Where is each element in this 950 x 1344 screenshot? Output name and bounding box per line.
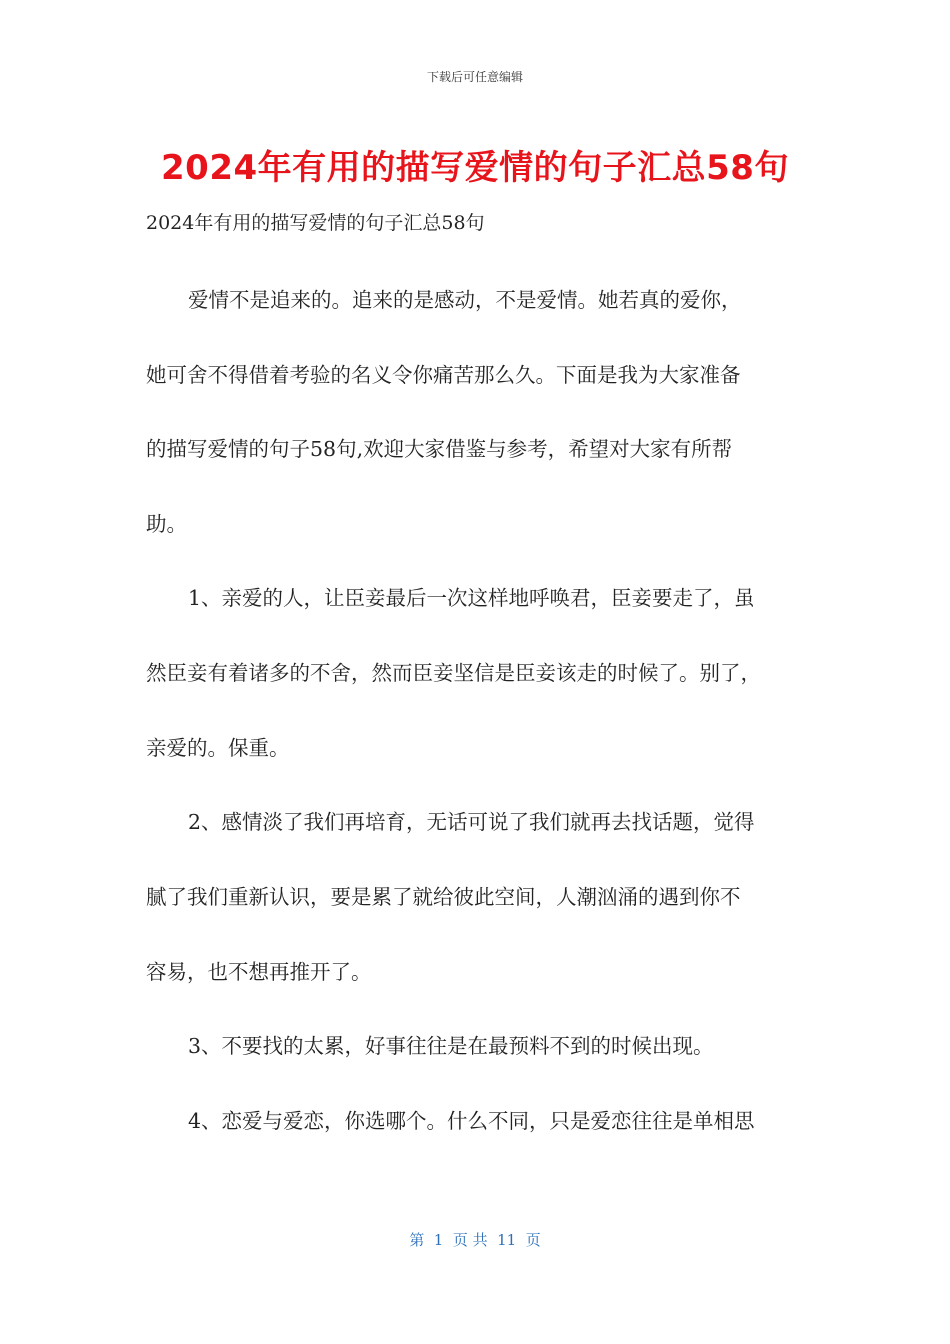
- document-title: 2024年有用的描写爱情的句子汇总58句: [161, 148, 789, 188]
- paragraph-line: 容易，也不想再推开了。: [146, 960, 372, 984]
- paragraph-line: 的描写爱情的句子58句,欢迎大家借鉴与参考，希望对大家有所帮: [146, 437, 733, 461]
- paragraph-line: 亲爱的。保重。: [146, 736, 290, 760]
- paragraph-line: 4、恋爱与爱恋，你选哪个。什么不同，只是爱恋往往是单相思: [188, 1109, 755, 1133]
- paragraph-line: 1、亲爱的人，让臣妾最后一次这样地呼唤君，臣妾要走了，虽: [188, 586, 755, 610]
- paragraph-line: 助。: [146, 512, 187, 536]
- paragraph-line: 然臣妾有着诸多的不舍，然而臣妾坚信是臣妾该走的时候了。别了，: [146, 661, 761, 685]
- paragraph-line: 她可舍不得借着考验的名义令你痛苦那么久。下面是我为大家准备: [146, 363, 741, 387]
- header-note: 下载后可任意编辑: [426, 70, 523, 84]
- page-footer: 第 1 页 共 11 页: [409, 1231, 541, 1249]
- paragraph-line: 腻了我们重新认识，要是累了就给彼此空间，人潮汹涌的遇到你不: [146, 885, 741, 909]
- paragraph-line: 2、感情淡了我们再培育，无话可说了我们就再去找话题，觉得: [188, 810, 755, 834]
- paragraph-line: 3、不要找的太累，好事往往是在最预料不到的时候出现。: [188, 1034, 714, 1058]
- document-subtitle: 2024年有用的描写爱情的句子汇总58句: [146, 212, 485, 234]
- paragraph-line: 爱情不是追来的。追来的是感动，不是爱情。她若真的爱你，: [188, 288, 742, 312]
